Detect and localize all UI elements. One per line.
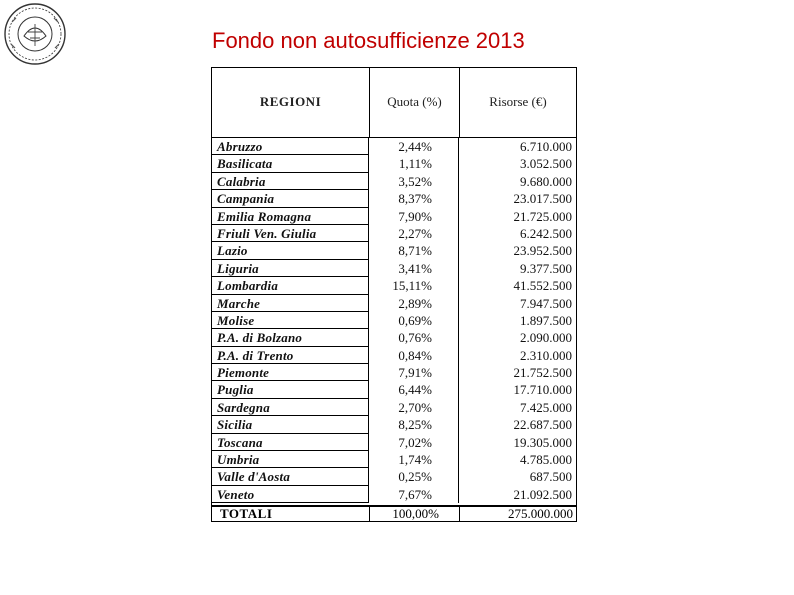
region-cell: Emilia Romagna (212, 208, 369, 225)
risorse-cell: 2.310.000 (520, 347, 572, 363)
risorse-cell: 1.897.500 (520, 312, 572, 328)
risorse-cell: 23.952.500 (513, 243, 572, 259)
risorse-cell: 7.947.500 (520, 295, 572, 311)
region-cell: Toscana (212, 434, 369, 451)
region-cell: Lombardia (212, 277, 369, 294)
risorse-cell: 22.687.500 (513, 417, 572, 433)
quota-cell: 0,76% (369, 329, 459, 346)
risorse-cell: 9.680.000 (520, 173, 572, 189)
table-row (212, 138, 576, 155)
table-row (212, 416, 576, 433)
region-cell: Veneto (212, 486, 369, 503)
university-seal-icon (2, 2, 68, 66)
table-row (212, 242, 576, 259)
table-row (212, 312, 576, 329)
region-cell: Sicilia (212, 416, 369, 433)
table-header (212, 68, 576, 138)
region-cell: P.A. di Bolzano (212, 329, 369, 346)
total-quota: 100,00% (369, 507, 459, 521)
quota-cell: 2,27% (369, 225, 459, 242)
risorse-cell: 21.725.000 (513, 208, 572, 224)
quota-cell: 8,25% (369, 416, 459, 433)
total-row (212, 505, 576, 521)
table-row (212, 190, 576, 207)
table-row (212, 155, 576, 172)
quota-cell: 8,71% (369, 242, 459, 259)
allocation-table (211, 67, 577, 522)
region-cell: Abruzzo (212, 138, 369, 155)
quota-cell: 2,44% (369, 138, 459, 155)
total-label: TOTALI (220, 506, 273, 521)
region-cell: Campania (212, 190, 369, 207)
table-row (212, 225, 576, 242)
region-cell: Puglia (212, 381, 369, 398)
quota-cell: 3,52% (369, 173, 459, 190)
quota-cell: 7,67% (369, 486, 459, 503)
quota-cell: 0,69% (369, 312, 459, 329)
region-cell: Marche (212, 295, 369, 312)
table-body (212, 138, 576, 503)
region-cell: Lazio (212, 242, 369, 259)
risorse-cell: 4.785.000 (520, 452, 572, 468)
table-row (212, 468, 576, 485)
table-row (212, 277, 576, 294)
table-row (212, 434, 576, 451)
risorse-cell: 23.017.500 (513, 191, 572, 207)
table-row (212, 364, 576, 381)
quota-cell: 0,25% (369, 468, 459, 485)
table-row (212, 329, 576, 346)
quota-cell: 1,74% (369, 451, 459, 468)
quota-cell: 7,02% (369, 434, 459, 451)
table-row (212, 173, 576, 190)
risorse-cell: 2.090.000 (520, 330, 572, 346)
header-regioni: REGIONI (259, 93, 322, 109)
risorse-cell: 17.710.000 (513, 382, 572, 398)
table-row (212, 381, 576, 398)
table-row (212, 347, 576, 364)
risorse-cell: 3.052.500 (520, 156, 572, 172)
region-cell: Piemonte (212, 364, 369, 381)
risorse-cell: 6.710.000 (520, 139, 572, 154)
quota-cell: 2,70% (369, 399, 459, 416)
page-title: Fondo non autosufficienze 2013 (212, 28, 525, 53)
quota-cell: 2,89% (369, 295, 459, 312)
table-row (212, 486, 576, 503)
quota-cell: 3,41% (369, 260, 459, 277)
header-risorse: Risorse (€) (459, 68, 576, 137)
table-row (212, 260, 576, 277)
region-cell: Sardegna (212, 399, 369, 416)
risorse-cell: 7.425.000 (520, 399, 572, 415)
risorse-cell: 21.752.500 (513, 365, 572, 381)
region-cell: Basilicata (212, 155, 369, 172)
region-cell: P.A. di Trento (212, 347, 369, 364)
total-risorse: 275.000.000 (459, 507, 576, 521)
quota-cell: 6,44% (369, 381, 459, 398)
risorse-cell: 21.092.500 (513, 486, 572, 502)
risorse-cell: 6.242.500 (520, 225, 572, 241)
region-cell: Valle d'Aosta (212, 468, 369, 485)
region-cell: Calabria (212, 173, 369, 190)
quota-cell: 0,84% (369, 347, 459, 364)
risorse-cell: 9.377.500 (520, 260, 572, 276)
region-cell: Friuli Ven. Giulia (212, 225, 369, 242)
risorse-cell: 41.552.500 (513, 278, 572, 294)
quota-cell: 15,11% (369, 277, 459, 294)
region-cell: Molise (212, 312, 369, 329)
region-cell: Umbria (212, 451, 369, 468)
region-cell: Liguria (212, 260, 369, 277)
header-quota: Quota (%) (369, 68, 459, 137)
quota-cell: 7,91% (369, 364, 459, 381)
table-row (212, 399, 576, 416)
quota-cell: 7,90% (369, 208, 459, 225)
risorse-cell: 687.500 (529, 469, 572, 485)
quota-cell: 8,37% (369, 190, 459, 207)
table-row (212, 451, 576, 468)
table-row (212, 208, 576, 225)
quota-cell: 1,11% (369, 155, 459, 172)
table-row (212, 295, 576, 312)
risorse-cell: 19.305.000 (513, 434, 572, 450)
